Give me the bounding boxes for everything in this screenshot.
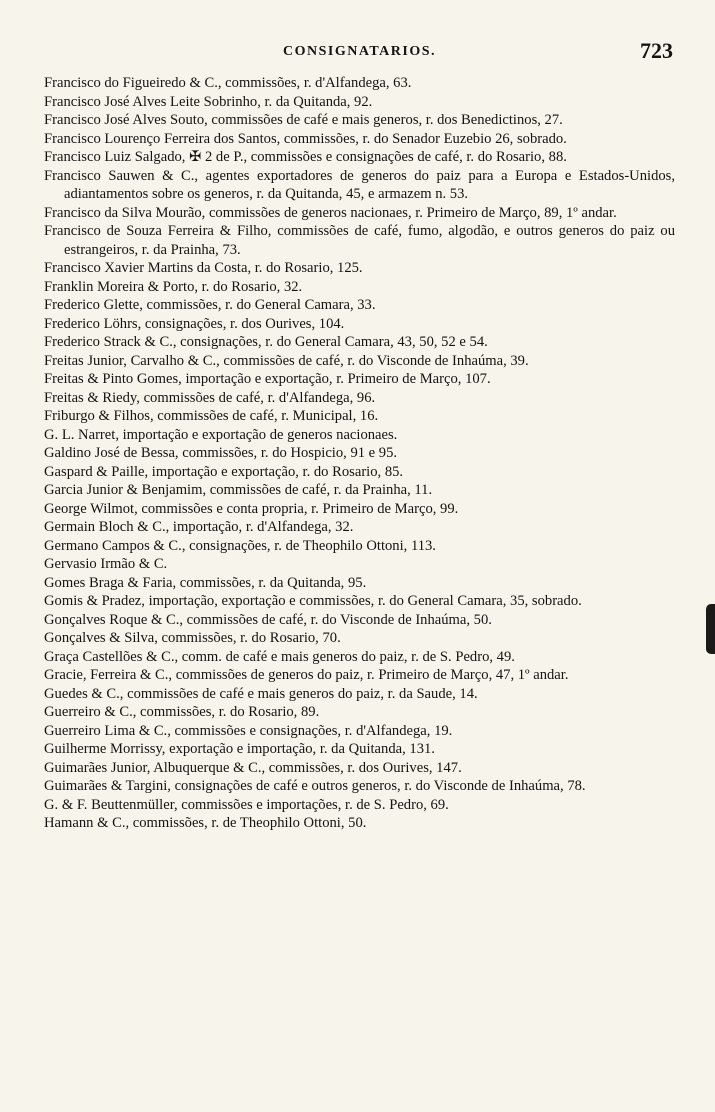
list-item: Gonçalves & Silva, commissões, r. do Rosario, 70. — [44, 630, 341, 646]
list-item: Francisco José Alves Souto, commissões de café e mais generos, r. dos Benedictinos, 27. — [44, 112, 563, 128]
list-item: Gaspard & Paille, importação e exportação, r. do Rosario, 85. — [44, 463, 404, 480]
list-item: Freitas Junior, Carvalho & C., commissões de café, r. do Visconde de Inhaúma, 39. — [44, 352, 529, 369]
list-item: Guimarães & Targini, consignações de café e outros generos, r. do Visconde de Inhaúma, 78. — [44, 778, 586, 794]
list-item: Freitas & Riedy, commissões de café, r. d'Alfandega, 96. — [44, 389, 376, 406]
list-item: Franklin Moreira & Porto, r. do Rosario, 32. — [44, 278, 303, 295]
binding-ink-mark — [706, 604, 715, 654]
list-item: Frederico Glette, commissões, r. do General Camara, 33. — [44, 297, 376, 313]
list-item: Galdino José de Bessa, commissões, r. do Hospicio, 91 e 95. — [44, 445, 398, 461]
list-item: Francisco José Alves Leite Sobrinho, r. da Quitanda, 92. — [44, 93, 373, 110]
list-item: Friburgo & Filhos, commissões de café, r. Municipal, 16. — [44, 408, 379, 424]
running-header — [44, 38, 675, 74]
list-item: G. & F. Beuttenmüller, commissões e importações, r. de S. Pedro, 69. — [44, 796, 449, 813]
list-item: Francisco Lourenço Ferreira dos Santos, commissões, r. do Senador Euzebio 26, sobrado. — [44, 130, 567, 147]
page-number: 723 — [640, 38, 673, 63]
list-item: Francisco Sauwen & C., agentes exportadores de generos do paiz para a Europa e Estados-Unidos, adiantamentos sobre os generos, r. da Quitanda, 45, e armazem n. 53. — [44, 167, 675, 202]
list-item: Francisco do Figueiredo & C., commissões, r. d'Alfandega, 63. — [44, 75, 412, 91]
list-item: G. L. Narret, importação e exportação de generos nacionaes. — [44, 426, 398, 443]
list-item: Graça Castellões & C., comm. de café e mais generos do paiz, r. de S. Pedro, 49. — [44, 648, 515, 665]
list-item: Gervasio Irmão & C. — [44, 556, 168, 572]
list-item: Gomes Braga & Faria, commissões, r. da Quitanda, 95. — [44, 574, 367, 591]
list-item: Freitas & Pinto Gomes, importação e exportação, r. Primeiro de Março, 107. — [44, 371, 491, 387]
list-item: Guedes & C., commissões de café e mais generos do paiz, r. da Saude, 14. — [44, 685, 478, 702]
list-item: Francisco da Silva Mourão, commissões de generos nacionaes, r. Primeiro de Março, 89, 1º andar. — [44, 204, 617, 221]
list-item: Germano Campos & C., consignações, r. de Theophilo Ottoni, 113. — [44, 537, 436, 554]
list-item: Guilherme Morrissy, exportação e importação, r. da Quitanda, 131. — [44, 741, 435, 757]
list-item: Hamann & C., commissões, r. de Theophilo Ottoni, 50. — [44, 815, 367, 831]
list-item: Francisco Luiz Salgado, ✠ 2 de P., commissões e consignações de café, r. do Rosario, 88. — [44, 149, 567, 165]
list-item: George Wilmot, commissões e conta propria, r. Primeiro de Março, 99. — [44, 500, 459, 517]
list-item: Guerreiro & C., commissões, r. do Rosario, 89. — [44, 704, 320, 720]
list-item: Francisco Xavier Martins da Costa, r. do Rosario, 125. — [44, 260, 363, 276]
list-item: Gomis & Pradez, importação, exportação e commissões, r. do General Camara, 35, sobrado. — [44, 593, 582, 609]
section-title: CONSIGNATARIOS. — [282, 44, 437, 59]
list-item: Guerreiro Lima & C., commissões e consignações, r. d'Alfandega, 19. — [44, 722, 453, 739]
list-item: Francisco de Souza Ferreira & Filho, commissões de café, fumo, algodão, e outros generos do paiz ou estrangeiros, r. da Prainha, 73. — [44, 223, 675, 258]
list-item: Gracie, Ferreira & C., commissões de generos do paiz, r. Primeiro de Março, 47, 1º andar. — [44, 667, 569, 683]
list-item: Frederico Löhrs, consignações, r. dos Ourives, 104. — [44, 315, 345, 332]
consignee-list — [44, 74, 675, 833]
list-item: Gonçalves Roque & C., commissões de café, r. do Visconde de Inhaúma, 50. — [44, 611, 492, 628]
list-item: Germain Bloch & C., importação, r. d'Alfandega, 32. — [44, 519, 354, 535]
list-item: Guimarães Junior, Albuquerque & C., commissões, r. dos Ourives, 147. — [44, 759, 462, 776]
list-item: Frederico Strack & C., consignações, r. do General Camara, 43, 50, 52 e 54. — [44, 334, 488, 350]
list-item: Garcia Junior & Benjamim, commissões de café, r. da Prainha, 11. — [44, 482, 433, 498]
